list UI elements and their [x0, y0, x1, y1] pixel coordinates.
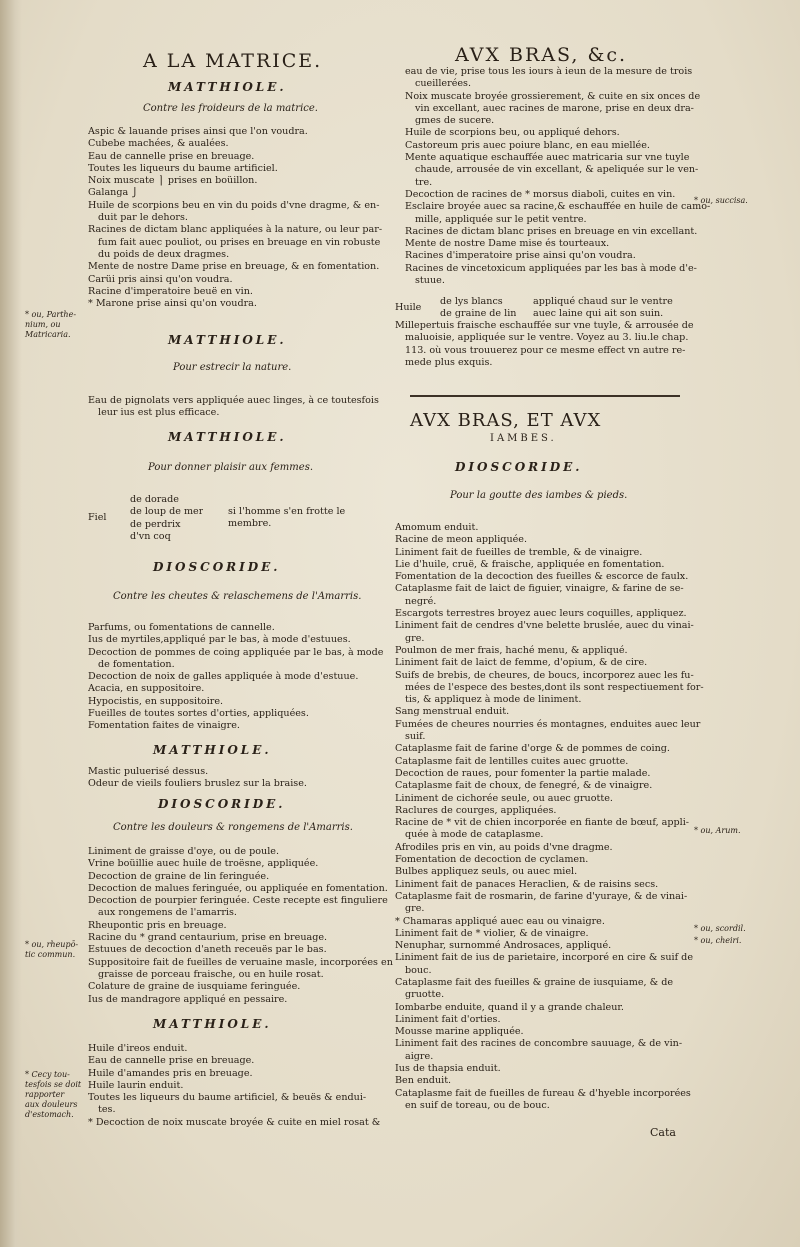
margin-note: * ou, succisa.	[694, 196, 748, 205]
text-line: Decoction de pourpier feringuée. Ceste recepte est finguliere	[88, 895, 388, 907]
text-line: graisse de porceau fraische, ou en huile rosat.	[98, 968, 324, 980]
text-line: Liniment fait de panaces Heraclien, & de raisins secs.	[395, 878, 659, 890]
text-line: membre.	[228, 518, 272, 530]
text-line: Galanga ⎭	[88, 187, 139, 199]
section-subhead: Pour la goutte des iambes & pieds.	[450, 490, 628, 501]
margin-note: * ou, Arum.	[694, 826, 741, 835]
text-line: Huile laurin enduit.	[88, 1079, 184, 1091]
text-line: Huile de scorpions beu en vin du poids d'vne dragme, & en-	[88, 199, 380, 211]
text-line: Mente de nostre Dame mise és tourteaux.	[405, 238, 610, 250]
section-subhead: Pour donner plaisir aux femmes.	[148, 462, 314, 473]
text-line: Acacia, en suppositoire.	[88, 683, 205, 695]
text-line: gruotte.	[405, 989, 445, 1001]
section-subhead: Pour estrecir la nature.	[173, 362, 292, 373]
text-line: Lie d'huile, cruë, & fraische, appliquée en fomentation.	[395, 558, 665, 570]
text-line: Noix muscate broyée grossierement, & cuite en six onces de	[405, 90, 701, 102]
big-section-head: AVX BRAS, ET AVX	[410, 410, 602, 431]
huile-item: de lys blancs	[440, 296, 503, 307]
text-line: Fomentation faites de vinaigre.	[88, 720, 240, 732]
text-line: * Decoction de noix muscate broyée & cuite en miel rosat &	[88, 1116, 381, 1128]
section-head: DIOSCORIDE.	[153, 560, 281, 574]
text-line: Huile d'amandes pris en breuage.	[88, 1067, 253, 1079]
text-line: Racines de dictam blanc appliquées à la nature, ou leur par-	[88, 224, 383, 236]
text-line: Mastic puluerisé dessus.	[88, 766, 209, 777]
text-line: 113. où vous trouuerez pour ce mesme effect vn autre re-	[405, 344, 686, 356]
text-line: Liniment fait de cendres d'vne belette bruslée, auec du vinai-	[395, 620, 694, 632]
text-line: leur ius est plus efficace.	[98, 407, 220, 419]
text-line: Cataplasme fait de laict de figuier, vinaigre, & farine de se-	[395, 583, 684, 595]
fiel-items	[130, 494, 203, 543]
text-line: du poids de deux dragmes.	[98, 248, 230, 260]
text-line: Mente aquatique eschauffée auec matricaria sur vne tuyle	[405, 152, 690, 164]
text-line: Raclures de courges, appliquées.	[395, 804, 557, 816]
text-line: Fomentation de decoction de cyclamen.	[395, 854, 589, 866]
text-line: Suifs de brebis, de cheures, de boucs, incorporez auec les fu-	[395, 669, 694, 681]
fiel-condition	[228, 506, 345, 531]
text-line: chaude, arrousée de vin excellant, & apeliquée sur le ven-	[415, 164, 699, 176]
text-line: Millepertuis fraische eschauffée sur vne tuyle, & arrousée de	[395, 320, 694, 331]
text-line: Liniment fait de fueilles de tremble, & de vinaigre.	[395, 546, 643, 558]
text-line: Ben enduit.	[395, 1075, 452, 1087]
section-head: MATTHIOLE.	[168, 430, 287, 444]
section-divider	[410, 395, 680, 397]
text-line: tes.	[98, 1104, 116, 1116]
text-line: Ius de thapsia enduit.	[395, 1063, 501, 1075]
text-line: Decoction de noix de galles appliquée à mode d'estuue.	[88, 671, 359, 683]
text-line: Liniment fait de * violier, & de vinaigre.	[395, 927, 589, 939]
text-line: auec laine qui ait son suin.	[533, 308, 664, 320]
section-head: MATTHIOLE.	[153, 743, 272, 757]
section-head: MATTHIOLE.	[168, 333, 287, 347]
text-line: Rheupontic pris en breuage.	[88, 919, 227, 931]
page-binding-shadow	[0, 0, 22, 1247]
text-line: Liniment fait de laict de femme, d'opium, & de cire.	[395, 657, 648, 669]
section-lines-5	[88, 766, 307, 791]
fiel-item: de perdrix	[130, 518, 181, 530]
text-line: Huile d'ireos enduit.	[88, 1043, 188, 1054]
text-line: Liniment fait des racines de concombre sauuage, & de vin-	[395, 1038, 683, 1050]
section-head: DIOSCORIDE.	[158, 797, 286, 811]
text-line: suif.	[405, 731, 426, 743]
text-line: Eau de cannelle prise en breuage.	[88, 1055, 255, 1067]
text-line: Estuues de decoction d'aneth receuës par le bas.	[88, 944, 327, 956]
text-line: Fueilles de toutes sortes d'orties, appliquées.	[88, 708, 309, 720]
text-line: Huile de scorpions beu, ou appliqué dehors.	[405, 127, 620, 139]
text-line: negré.	[405, 595, 437, 607]
margin-note: * ou, cheiri.	[694, 936, 742, 945]
text-line: gre.	[405, 903, 425, 915]
text-line: aux rongemens de l'amarris.	[98, 907, 237, 919]
text-line: vin excellant, auec racines de marone, prise en deux dra-	[415, 102, 694, 114]
text-line: maluoisie, appliquée sur le ventre. Voyez au 3. liu.le chap.	[405, 332, 689, 344]
text-line: si l'homme s'en frotte le	[228, 506, 346, 517]
after-huile-lines	[395, 320, 694, 369]
text-line: mées de l'espece des bestes,dont ils sont respectiuement for-	[405, 681, 704, 693]
text-line: Colature de graine de iusquiame feringuée.	[88, 981, 301, 993]
text-line: Liniment de graisse d'oye, ou de poule.	[88, 846, 280, 857]
text-line: tre.	[415, 176, 433, 188]
text-line: Fomentation de la decoction des fueilles & escorce de faulx.	[395, 571, 689, 583]
text-line: Decoction de pommes de coing appliquée par le bas, à mode	[88, 646, 384, 658]
text-line: Parfums, ou fomentations de cannelle.	[88, 622, 275, 633]
text-line: stuue.	[415, 275, 445, 287]
text-line: Nenuphar, surnommé Androsaces, appliqué.	[395, 940, 612, 952]
text-line: Cataplasme fait des fueilles & graine de iusquiame, & de	[395, 976, 674, 988]
text-line: Ius de mandragore appliqué en pessaire.	[88, 993, 288, 1005]
text-line: Cataplasme fait de fueilles de fureau & d'hyeble incorporées	[395, 1087, 691, 1099]
margin-note: * ou, rheupō- tic commun.	[25, 940, 79, 959]
section-subhead: Contre les froideurs de la matrice.	[143, 103, 318, 114]
text-line: Iombarbe enduite, quand il y a grande chaleur.	[395, 1001, 624, 1013]
section-lines-7	[88, 1043, 380, 1129]
text-line: Afrodiles pris en vin, au poids d'vne dragme.	[395, 841, 613, 853]
text-line: cueillerées.	[415, 78, 472, 90]
text-line: Racine d'imperatoire beuë en vin.	[88, 285, 253, 297]
big-section-head-2: IAMBES.	[490, 433, 557, 444]
text-line: Vrine boüillie auec huile de troësne, appliquée.	[88, 858, 319, 870]
text-line: mede plus exquis.	[405, 356, 493, 368]
text-line: Decoction de racines de * morsus diaboli, cuites en vin.	[405, 188, 676, 200]
margin-note: * ou, scordil.	[694, 924, 746, 933]
text-line: Eau de cannelle prise en breuage.	[88, 150, 255, 162]
text-line: Cataplasme fait de rosmarin, de farine d'yuraye, & de vinai-	[395, 890, 688, 902]
text-line: appliqué chaud sur le ventre	[533, 296, 673, 307]
text-line: tis, & appliquez à mode de liniment.	[405, 694, 582, 706]
text-line: Racine du * grand centaurium, prise en breuage.	[88, 932, 328, 944]
text-line: Liniment fait d'orties.	[395, 1013, 501, 1025]
text-line: Liniment fait de ius de parietaire, incorporé en cire & suif de	[395, 952, 693, 964]
text-line: Decoction de graine de lin feringuée.	[88, 870, 270, 882]
text-line: Liniment de cichorée seule, ou auec gruotte.	[395, 792, 613, 804]
text-line: * Marone prise ainsi qu'on voudra.	[88, 298, 257, 310]
text-line: mille, appliquée sur le petit ventre.	[415, 213, 587, 225]
margin-note: * ou, Parthe- nium, ou Matricaria.	[25, 310, 77, 339]
text-line: Mousse marine appliquée.	[395, 1026, 524, 1038]
text-line: Odeur de vieils fouliers bruslez sur la braise.	[88, 778, 307, 790]
text-line: Suppositoire fait de fueilles de veruaine masle, incorporées en	[88, 956, 393, 968]
text-line: Escargots terrestres broyez auec leurs coquilles, appliquez.	[395, 608, 687, 620]
text-line: Mente de nostre Dame prise en breuage, & en fomentation.	[88, 261, 380, 273]
text-line: gmes de sucere.	[415, 115, 495, 127]
section-subhead: Contre les douleurs & rongemens de l'Amarris.	[113, 822, 353, 833]
text-line: fum fait auec pouliot, ou prises en breuage en vin robuste	[98, 236, 381, 248]
text-line: Decoction de malues feringuée, ou appliquée en fomentation.	[88, 882, 388, 894]
text-line: Amomum enduit.	[395, 522, 479, 533]
huile-items	[440, 296, 516, 321]
right-top-lines	[405, 66, 710, 287]
text-line: Esclaire broyée auec sa racine,& eschauffée en huile de camo-	[405, 201, 711, 213]
text-line: Racines d'imperatoire prise ainsi qu'on voudra.	[405, 250, 636, 262]
fiel-label: Fiel	[88, 512, 107, 523]
text-line: eau de vie, prise tous les iours à ieun de la mesure de trois	[405, 66, 693, 77]
text-line: Bulbes appliquez seuls, ou auec miel.	[395, 866, 578, 878]
text-line: quée à mode de cataplasme.	[405, 829, 544, 841]
section-lines-4	[88, 622, 383, 733]
text-line: duit par le dehors.	[98, 212, 188, 224]
text-line: * Chamaras appliqué auec eau ou vinaigre.	[395, 915, 605, 927]
text-line: Carüi pris ainsi qu'on voudra.	[88, 273, 233, 285]
text-line: Toutes les liqueurs du baume artificiel, & beuës & endui-	[88, 1092, 367, 1104]
text-line: Cubebe machées, & aualées.	[88, 138, 229, 150]
text-line: Noix muscate ⎫ prises en boüillon.	[88, 175, 258, 187]
text-line: Hypocistis, en suppositoire.	[88, 695, 224, 707]
text-line: Castoreum pris auec poiure blanc, en eau miellée.	[405, 139, 650, 151]
text-line: aigre.	[405, 1050, 434, 1062]
text-line: Cataplasme fait de farine d'orge & de pommes de coing.	[395, 743, 670, 755]
text-line: Decoction de raues, pour fomenter la partie malade.	[395, 767, 651, 779]
text-line: Racine de meon appliquée.	[395, 534, 528, 546]
text-line: Racine de * vit de chien incorporée en fiante de bœuf, appli-	[395, 817, 690, 829]
section-lines-6	[88, 846, 393, 1006]
text-line: Fumées de cheures nourries és montagnes, enduites auec leur	[395, 718, 701, 730]
text-line: Eau de pignolats vers appliquée auec linges, à ce toutesfois	[88, 395, 379, 406]
text-line: en suif de toreau, ou de bouc.	[405, 1099, 550, 1111]
text-line: Racines de vincetoxicum appliquées par les bas à mode d'e-	[405, 262, 697, 274]
fiel-item: de loup de mer	[130, 506, 204, 518]
text-line: Cataplasme fait de lentilles cuites auec gruotte.	[395, 755, 629, 767]
huile-label: Huile	[395, 302, 422, 313]
fiel-item: d'vn coq	[130, 530, 171, 542]
section-lines-right	[395, 522, 704, 1112]
text-line: Ius de myrtiles,appliqué par le bas, à mode d'estuues.	[88, 634, 351, 646]
text-line: Poulmon de mer frais, haché menu, & appliqué.	[395, 644, 628, 656]
text-line: Cataplasme fait de choux, de fenegré, & de vinaigre.	[395, 780, 653, 792]
section-head: MATTHIOLE.	[168, 80, 287, 94]
section-subhead: Contre les cheutes & relaschemens de l'Amarris.	[113, 591, 362, 602]
catchword: Cata	[650, 1126, 676, 1139]
section-lines-1	[88, 126, 382, 310]
fiel-item: de dorade	[130, 494, 179, 505]
section-head: DIOSCORIDE.	[455, 460, 583, 474]
section-head: MATTHIOLE.	[153, 1017, 272, 1031]
section-lines-2	[88, 395, 379, 420]
text-line: Sang menstrual enduit.	[395, 706, 510, 718]
left-running-head: A LA MATRICE.	[143, 50, 323, 72]
huile-condition	[533, 296, 673, 321]
text-line: Aspic & lauande prises ainsi que l'on voudra.	[88, 126, 308, 137]
text-line: gre.	[405, 632, 425, 644]
margin-note: * Cecy tou- tesfois se doit rapporter aux douleurs d'estomach.	[25, 1070, 82, 1119]
text-line: Racines de dictam blanc prises en breuage en vin excellant.	[405, 225, 698, 237]
text-line: de fomentation.	[98, 658, 175, 670]
right-running-head: AVX BRAS, &c.	[455, 44, 628, 66]
text-line: Toutes les liqueurs du baume artificiel.	[88, 162, 278, 174]
huile-item: de graine de lin	[440, 308, 517, 320]
text-line: bouc.	[405, 964, 432, 976]
